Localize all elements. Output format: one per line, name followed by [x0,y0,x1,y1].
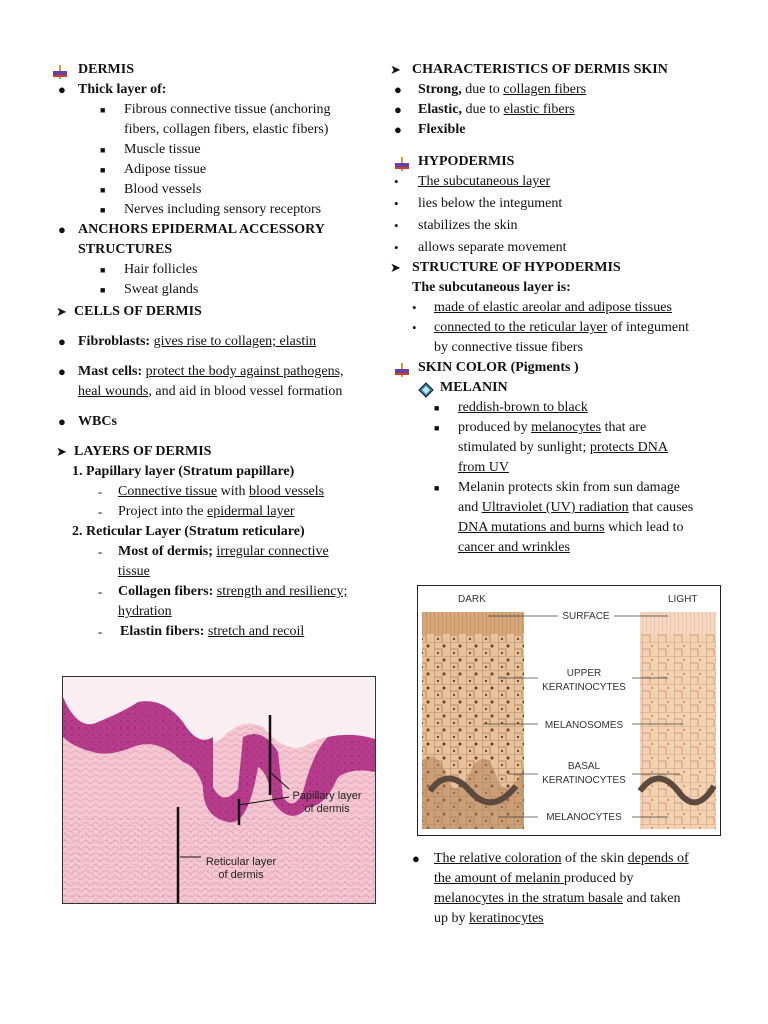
hypodermis-item: • The subcutaneous layer [394,174,551,189]
wbcs-item: ● WBCs [58,414,117,429]
anchor-item: ■ Sweat glands [100,282,199,297]
cells-heading: ➤ CELLS OF DERMIS [52,302,372,322]
arrow-icon: ➤ [56,304,67,319]
reticular-item: - Collagen fibers: strength and resiliency; [98,584,348,599]
right-column: ➤ CHARACTERISTICS OF DERMIS SKIN ● Strong, due to collagen fibers ● Elastic, due to elastic fibers ● Flexible HYPODERMIS • The subcutaneous layer • lies below the integument • stabilizes the skin • allows separate movement ➤ STRUCTURE OF HYPODERMIS The subcutaneous layer is: • made of elastic areolar and adipose tissues • connected to the reticular layer of integument by connective tissue fibers SKIN COLOR (Pigments ) MELANIN ■ reddish-brown to black ■ produced by melanocytes that are stimulated by sunlight; protects DNA from UV ■ Melanin protects skin from sun damage and Ultraviolet (UV) radiation that causes DNA mutations and burns which lead to cancer and wrinkles [388,60,728,558]
hypodermis-heading: HYPODERMIS [388,152,728,172]
basal-label-2: KERATINOCYTES [542,775,626,786]
characteristics-heading: ➤ CHARACTERISTICS OF DERMIS SKIN [388,60,728,80]
melanocytes-label: MELANOCYTES [546,812,622,823]
melanosomes-label: MELANOSOMES [544,720,624,731]
dark-label: DARK [458,594,486,605]
papillary-label-2: of dermis [304,803,350,815]
left-column: DERMIS ● Thick layer of: ■ Fibrous connective tissue (anchoring fibers, collagen fibers, elastic fibers) ■ Muscle tissue ■ Adipose tissue ■ Blood vessels ■ Nerves including sensory receptors ● ANCHORS EPIDERMAL ACCESSORY STRUCTURES ■ Hair follicles ■ Sweat glands ➤ CELLS OF DERMIS ● Fibroblasts: gives rise to collagen; elastin ● Mast cells: protect the body against pathogens, heal wounds, and aid in blood vessel formation ● WBCs ➤ LAYERS OF DERMIS 1. Papillary layer (Stratum papillare) - Connective tissue with blood vessels - Project into the epidermal layer 2. Reticular Layer (Stratum reticulare) - Most of dermis; irregular connective tissue - Collagen fibers: strength and resiliency; hydration - Elastin fibers: stretch and recoil [52,60,372,642]
fibroblasts-item: ● Fibroblasts: gives rise to collagen; elastin [58,334,317,349]
thick-item: ■ Blood vessels [100,182,202,197]
skin-color-heading: SKIN COLOR (Pigments ) [388,358,728,378]
thick-item: ■ Fibrous connective tissue (anchoring [100,102,331,117]
light-label: LIGHT [668,594,698,605]
melanin-item: ■ Melanin protects skin from sun damage [434,480,681,495]
reticular-label-2: of dermis [218,869,264,881]
anchors-item: ● ANCHORS EPIDERMAL ACCESSORY [58,222,325,237]
upper-label-1: UPPER [566,668,602,679]
reticular-heading: 2. Reticular Layer (Stratum reticulare) [72,524,305,539]
thick-item: ■ Muscle tissue [100,142,201,157]
reticular-item: - Most of dermis; irregular connective [98,544,329,559]
thick-layer-item: ● Thick layer of: [58,82,167,97]
structure-item: • connected to the reticular layer of integument [412,320,690,335]
melanin-item: ■ produced by melanocytes that are [434,420,647,435]
structure-heading: ➤ STRUCTURE OF HYPODERMIS [388,258,728,278]
papillary-label-1: Papillary layer [292,790,362,802]
mast-cells-item: ● Mast cells: protect the body against pathogens, [58,364,344,379]
reticular-label-1: Reticular layer [205,856,277,868]
skin-color-diagram [417,585,721,836]
micrograph-image [63,677,375,903]
thick-item-continued: fibers, collagen fibers, elastic fibers) [124,122,329,137]
basal-label-1: BASAL [567,761,601,772]
hypodermis-item: • allows separate movement [394,240,567,255]
structure-item: • made of elastic areolar and adipose tissues [412,300,672,315]
thick-item: ■ Nerves including sensory receptors [100,202,322,217]
arrow-icon: ➤ [390,62,401,77]
keratinocyte-diagram [418,586,720,835]
melanin-heading: MELANIN [388,378,728,398]
layers-heading: ➤ LAYERS OF DERMIS [52,442,372,462]
melanin-item: ■ reddish-brown to black [434,400,588,415]
anchor-item: ■ Hair follicles [100,262,198,277]
arrow-icon: ➤ [390,260,401,275]
hypodermis-item: • lies below the integument [394,196,563,211]
papillary-heading: 1. Papillary layer (Stratum papillare) [72,464,295,479]
dermis-micrograph [62,676,376,904]
upper-label-2: KERATINOCYTES [542,682,626,693]
hypodermis-item: • stabilizes the skin [394,218,518,233]
papillary-item: - Connective tissue with blood vessels [98,484,325,499]
arrow-icon: ➤ [56,444,67,459]
dermis-heading: DERMIS [52,60,372,80]
diamond-icon [418,380,434,400]
reticular-item: - Elastin fibers: stretch and recoil [98,624,305,639]
relative-coloration-item: ● The relative coloration of the skin depends of the amount of melanin produced by melanocytes in the stratum basale and taken up by keratinocytes [412,851,689,926]
thick-item: ■ Adipose tissue [100,162,207,177]
strong-item: ● Strong, due to collagen fibers [394,82,587,97]
papillary-item: - Project into the epidermal layer [98,504,295,519]
elastic-item: ● Elastic, due to elastic fibers [394,102,575,117]
surface-label: SURFACE [562,611,610,622]
flexible-item: ● Flexible [394,122,466,137]
